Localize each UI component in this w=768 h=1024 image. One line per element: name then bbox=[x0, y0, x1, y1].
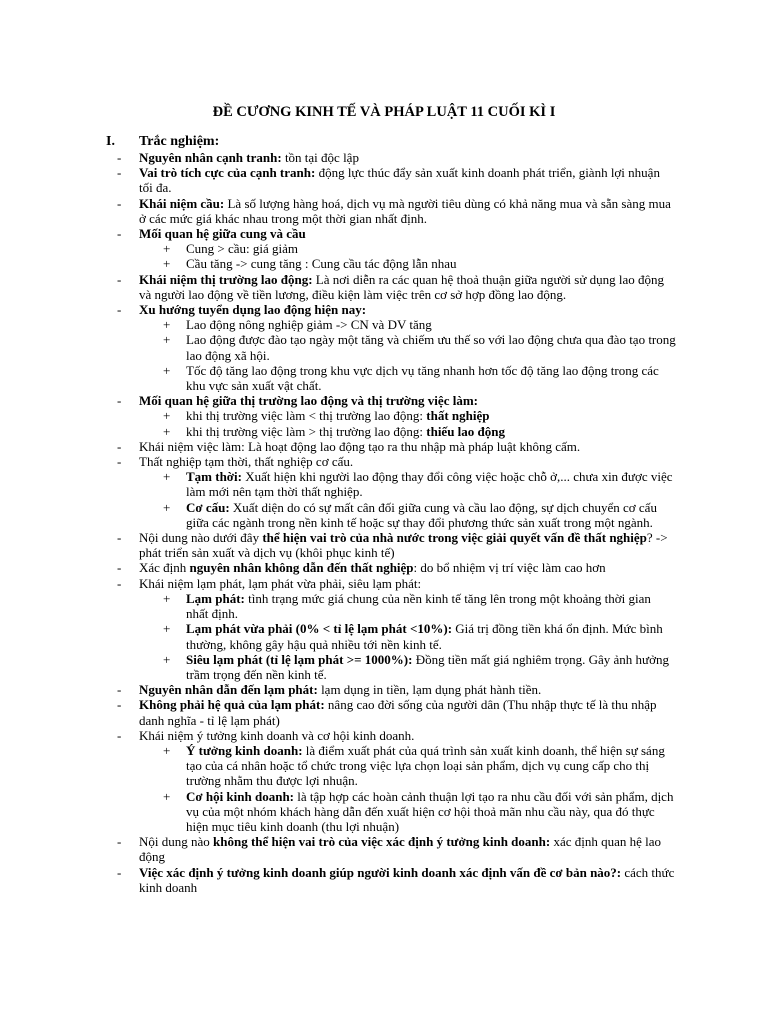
list-item-text: Là nơi diễn ra các quan hệ thoả thuận giữa người sử dụng lao động và người lao động về tiền lương, điều kiện làm việc trên cơ sở hợp đồng lao động. bbox=[139, 271, 665, 302]
section-multiple-choice bbox=[106, 134, 676, 895]
list-item bbox=[106, 576, 676, 682]
list-item-text: Thất nghiệp tạm thời, thất nghiệp cơ cấu. bbox=[139, 454, 354, 470]
list-item bbox=[106, 530, 676, 560]
list-item-text: lạm dụng in tiền, lạm dụng phát hành tiền. bbox=[317, 682, 542, 698]
sub-list-item bbox=[106, 652, 676, 682]
sub-list-item bbox=[106, 424, 676, 439]
list-item-content bbox=[139, 393, 676, 408]
list-item-text: xác định quan hệ lao động bbox=[139, 834, 662, 865]
list-item-content bbox=[139, 272, 676, 302]
sub-list-item bbox=[106, 591, 676, 621]
list-item bbox=[106, 728, 676, 834]
list-item-text: Khái niệm cầu: bbox=[139, 195, 225, 211]
list-item-text: động lực thúc đẩy sản xuất kinh doanh phát triển, giành lợi nhuận tối đa. bbox=[139, 165, 660, 196]
list-item bbox=[106, 272, 676, 302]
list-item-text: ? -> phát triển sản xuất và dịch vụ (khôi phục kinh tế) bbox=[139, 530, 668, 561]
list-item-text: Khái niệm việc làm: Là hoạt động lao động tạo ra thu nhập mà pháp luật không cấm. bbox=[139, 438, 581, 454]
sub-list-item bbox=[106, 317, 676, 332]
list-item-content bbox=[139, 865, 676, 895]
sub-list-item bbox=[106, 363, 676, 393]
list-item bbox=[106, 196, 676, 226]
list-item-content bbox=[139, 196, 676, 226]
list-item-text: nâng cao đời sống của người dân (Thu nhập thực tế là thu nhập danh nghĩa - tỉ lệ lạm phát) bbox=[139, 697, 657, 728]
sub-list-item bbox=[106, 256, 676, 271]
sub-list-item bbox=[106, 332, 676, 362]
list-item-text: Nguyên nhân dẫn đến lạm phát: bbox=[139, 682, 318, 698]
list-item-content bbox=[139, 165, 676, 195]
sub-list-item-text: thất nghiệp bbox=[426, 408, 490, 424]
list-item bbox=[106, 302, 676, 393]
sub-list bbox=[139, 743, 676, 834]
sub-list-item-text: Ý tưởng kinh doanh: bbox=[186, 742, 303, 758]
sub-list-item-text: Tạm thời: bbox=[186, 469, 242, 485]
list-item-text: Mối quan hệ giữa cung và cầu bbox=[139, 226, 306, 242]
list-item-content bbox=[139, 150, 676, 165]
sub-list-item-text: Xuất hiện khi người lao động thay đổi công việc hoặc chỗ ở,... chưa xin được việc làm mới nên tạm thời thất nghiệp. bbox=[186, 469, 673, 500]
list-item bbox=[106, 226, 676, 272]
list-item-content bbox=[139, 530, 676, 560]
list-item-text: Là số lượng hàng hoá, dịch vụ mà người tiêu dùng có khả năng mua và sẵn sàng mua ở các mức giá khác nhau trong một thời gian nhất định. bbox=[139, 195, 671, 226]
list-item-content bbox=[139, 576, 676, 591]
list-item-content bbox=[139, 560, 676, 575]
sub-list-item bbox=[106, 743, 676, 789]
list-item-content bbox=[139, 728, 676, 743]
list-item-text: Việc xác định ý tưởng kinh doanh giúp người kinh doanh xác định vấn đề cơ bản nào?: bbox=[139, 864, 622, 880]
list-item-content bbox=[139, 834, 676, 864]
list-item-text: cách thức kinh doanh bbox=[139, 864, 675, 895]
sub-list-item-text: khi thị trường việc làm > thị trường lao động: bbox=[186, 423, 427, 439]
sub-list-item-text: Giá trị đồng tiền khá ổn định. Mức bình thường, không gây hậu quả nhiều tới nền kinh tế. bbox=[186, 621, 663, 652]
list-item-text: Nguyên nhân cạnh tranh: bbox=[139, 150, 282, 165]
list-item-text: Khái niệm lạm phát, lạm phát vừa phải, siêu lạm phát: bbox=[139, 575, 422, 591]
sub-list-item-text: Tốc độ tăng lao động trong khu vực dịch vụ tăng nhanh hơn tốc độ tăng lao động trong các khu vực sản xuất vật chất. bbox=[186, 362, 659, 394]
bullet-list bbox=[106, 150, 676, 895]
sub-list bbox=[139, 408, 676, 438]
list-item bbox=[106, 560, 676, 575]
list-item bbox=[106, 454, 676, 530]
sub-list-item bbox=[106, 789, 676, 835]
section-number: I. bbox=[106, 134, 115, 149]
list-item bbox=[106, 393, 676, 439]
list-item-text: Xác định bbox=[139, 560, 190, 576]
sub-list bbox=[139, 469, 676, 530]
sub-list bbox=[139, 591, 676, 682]
list-item bbox=[106, 865, 676, 895]
list-item-text: không thể hiện vai trò của việc xác định ý tưởng kinh doanh: bbox=[213, 834, 551, 850]
list-item-text: tồn tại độc lập bbox=[281, 150, 359, 165]
sub-list-item-text: Cầu tăng -> cung tăng : Cung cầu tác động lẫn nhau bbox=[186, 256, 457, 272]
list-item-text: Không phải hệ quả của lạm phát: bbox=[139, 697, 325, 713]
list-item-content bbox=[139, 682, 676, 697]
list-item-content bbox=[139, 302, 676, 317]
sub-list-item-text: Cơ cấu: bbox=[186, 499, 230, 515]
list-item bbox=[106, 439, 676, 454]
sub-list-item-text: Cơ hội kinh doanh: bbox=[186, 788, 294, 804]
sub-list bbox=[139, 241, 676, 271]
list-item-text: Khái niệm ý tưởng kinh doanh và cơ hội kinh doanh. bbox=[139, 727, 415, 743]
sub-list-item bbox=[106, 621, 676, 651]
sub-list-item-text: thiếu lao động bbox=[426, 423, 506, 439]
sub-list-item-text: Xuất diện do có sự mất cân đối giữa cung và cầu lao động, sự dịch chuyển cơ cấu giữa các ngành trong nền kinh tế hoặc sự thay đổi phương thức sản xuất trong một ngành. bbox=[186, 499, 657, 530]
list-item-text: Khái niệm thị trường lao động: bbox=[139, 271, 313, 287]
list-item-text: Nội dung nào dưới đây bbox=[139, 530, 263, 546]
list-item-text: nguyên nhân không dẫn đến thất nghiệp bbox=[189, 560, 414, 576]
sub-list-item bbox=[106, 241, 676, 256]
sub-list-item-text: Lạm phát: bbox=[186, 590, 245, 606]
sub-list-item-text: tình trạng mức giá chung của nền kinh tế tăng lên trong một khoảng thời gian nhất định. bbox=[186, 590, 651, 622]
sub-list-item-text: Lao động nông nghiệp giảm -> CN và DV tăng bbox=[186, 317, 432, 333]
list-item-content bbox=[139, 226, 676, 241]
list-item-content bbox=[139, 697, 676, 727]
sub-list-item-text: là tập hợp các hoàn cảnh thuận lợi tạo ra nhu cầu đối với sản phẩm, dịch vụ của một nhóm khách hàng dẫn đến xuất hiện cơ hội thoả mãn nhu cầu này, qua đó thực hiện mục tiêu kinh doanh (thu lợi nhuận) bbox=[186, 788, 674, 834]
list-item-text: Nội dung nào bbox=[139, 834, 214, 850]
sub-list-item-text: Lạm phát vừa phải (0% < tỉ lệ lạm phát <10%): bbox=[186, 621, 453, 637]
list-item-content bbox=[139, 439, 676, 454]
list-item-text: : do bổ nhiệm vị trí việc làm cao hơn bbox=[413, 560, 606, 576]
list-item-text: thể hiện vai trò của nhà nước trong việc giải quyết vấn đề thất nghiệp bbox=[262, 530, 647, 546]
sub-list bbox=[139, 317, 676, 393]
list-item bbox=[106, 697, 676, 727]
list-item bbox=[106, 682, 676, 697]
sub-list-item bbox=[106, 500, 676, 530]
list-item bbox=[106, 834, 676, 864]
document-title: ĐỀ CƯƠNG KINH TẾ VÀ PHÁP LUẬT 11 CUỐI KÌ I bbox=[212, 104, 556, 120]
list-item-text: Mối quan hệ giữa thị trường lao động và thị trường việc làm: bbox=[139, 393, 478, 409]
sub-list-item-text: Lao động được đào tạo ngày một tăng và chiếm ưu thế so với lao động chưa qua đào tạo trong lao động xã hội. bbox=[186, 332, 676, 363]
section-heading bbox=[106, 134, 676, 150]
list-item-text: Xu hướng tuyển dụng lao động hiện nay: bbox=[139, 302, 367, 318]
sub-list-item bbox=[106, 408, 676, 423]
sub-list-item-text: là điểm xuất phát của quá trình sản xuất kinh doanh, thể hiện sự sáng tạo của cá nhân hoặc tổ chức trong việc lựa chọn loại sản phẩm, dịch vụ cung cấp cho thị trường nhằm thu được lợi nhuận. bbox=[186, 742, 665, 789]
sub-list-item-text: Siêu lạm phát (tỉ lệ lạm phát >= 1000%): bbox=[186, 651, 413, 667]
sub-list-item bbox=[106, 469, 676, 499]
list-item bbox=[106, 150, 676, 165]
list-item-content bbox=[139, 454, 676, 469]
section-label: Trắc nghiệm: bbox=[139, 134, 220, 149]
sub-list-item-text: Cung > cầu: giá giảm bbox=[186, 241, 299, 257]
sub-list-item-text: Đồng tiền mất giá nghiêm trọng. Gây ảnh hưởng trầm trọng đến nền kinh tế. bbox=[186, 651, 669, 682]
list-item-text: Vai trò tích cực của cạnh tranh: bbox=[139, 165, 316, 181]
list-item bbox=[106, 165, 676, 195]
sub-list-item-text: khi thị trường việc làm < thị trường lao động: bbox=[186, 408, 427, 424]
